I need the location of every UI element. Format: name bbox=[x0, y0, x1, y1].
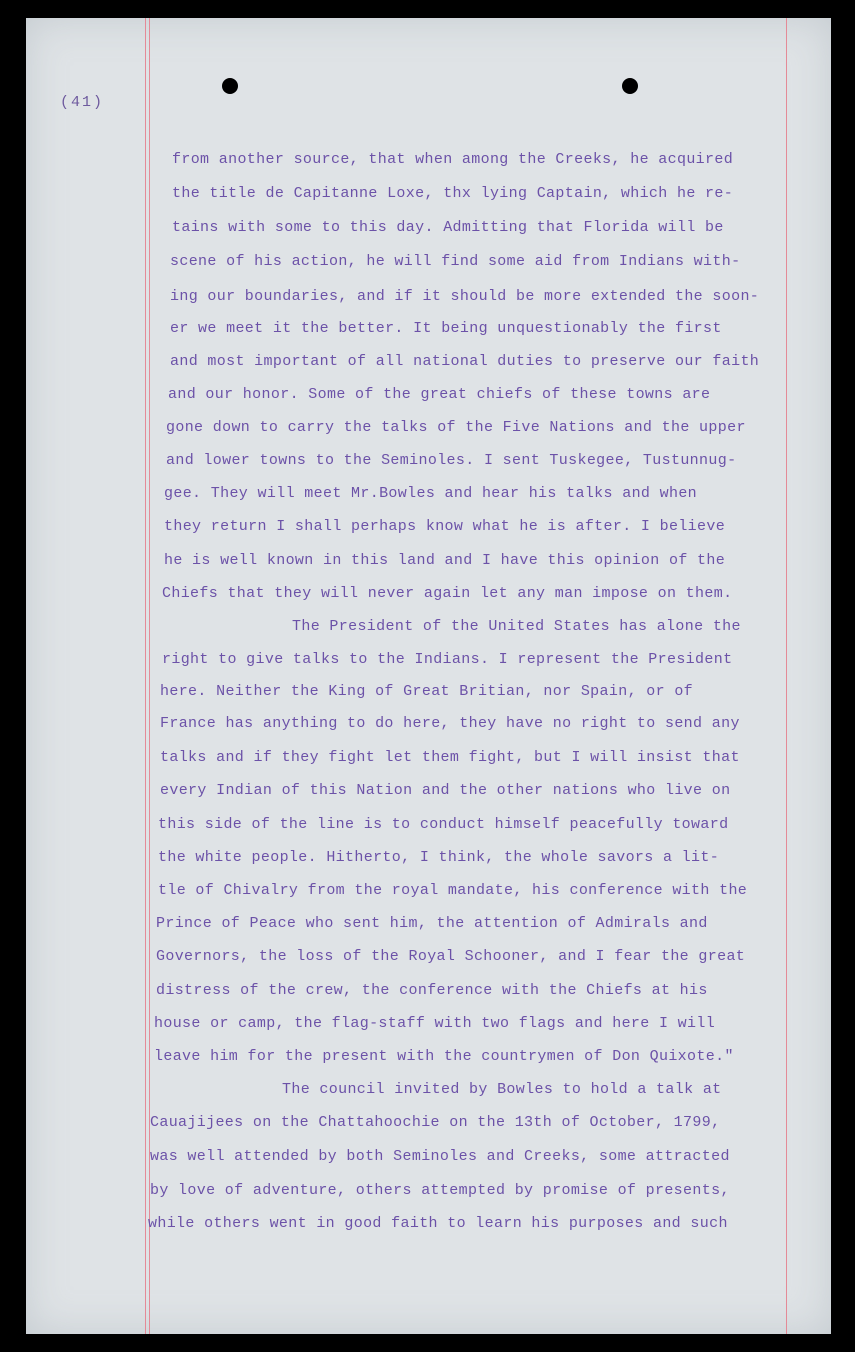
text-line: the title de Capitanne Loxe, thx lying Captain, which he re- bbox=[172, 185, 734, 202]
text-line: he is well known in this land and I have this opinion of the bbox=[164, 552, 726, 569]
text-line: The council invited by Bowles to hold a talk at bbox=[282, 1081, 722, 1098]
text-line: Chiefs that they will never again let any man impose on them. bbox=[162, 585, 733, 602]
text-line: right to give talks to the Indians. I represent the President bbox=[162, 651, 733, 668]
text-line: here. Neither the King of Great Britian, nor Spain, or of bbox=[160, 683, 694, 700]
text-line: tle of Chivalry from the royal mandate, his conference with the bbox=[158, 882, 748, 899]
text-line: house or camp, the flag-staff with two flags and here I will bbox=[154, 1015, 716, 1032]
text-line: tains with some to this day. Admitting that Florida will be bbox=[172, 219, 724, 236]
text-line: while others went in good faith to learn his purposes and such bbox=[148, 1215, 728, 1232]
text-line: from another source, that when among the Creeks, he acquired bbox=[172, 151, 734, 168]
punch-hole-right bbox=[622, 78, 638, 94]
text-line: the white people. Hitherto, I think, the whole savors a lit- bbox=[158, 849, 720, 866]
text-line: this side of the line is to conduct himself peacefully toward bbox=[158, 816, 729, 833]
right-margin-line bbox=[786, 18, 787, 1334]
page-number: (41) bbox=[60, 94, 105, 111]
text-line: and our honor. Some of the great chiefs of these towns are bbox=[168, 386, 711, 403]
document-page bbox=[26, 18, 831, 1334]
text-line: Governors, the loss of the Royal Schooner, and I fear the great bbox=[156, 948, 746, 965]
text-line: ing our boundaries, and if it should be more extended the soon- bbox=[170, 288, 760, 305]
text-line: distress of the crew, the conference with the Chiefs at his bbox=[156, 982, 708, 999]
text-line: talks and if they fight let them fight, but I will insist that bbox=[160, 749, 740, 766]
text-line: leave him for the present with the countrymen of Don Quixote." bbox=[154, 1048, 734, 1065]
punch-hole-left bbox=[222, 78, 238, 94]
text-line: and most important of all national duties to preserve our faith bbox=[170, 353, 760, 370]
text-line: every Indian of this Nation and the other nations who live on bbox=[160, 782, 731, 799]
left-margin-line bbox=[145, 18, 146, 1334]
text-line: Cauajijees on the Chattahoochie on the 13th of October, 1799, bbox=[150, 1114, 721, 1131]
text-line: er we meet it the better. It being unquestionably the first bbox=[170, 320, 722, 337]
text-line: was well attended by both Seminoles and Creeks, some attracted bbox=[150, 1148, 730, 1165]
text-line: gone down to carry the talks of the Five Nations and the upper bbox=[166, 419, 746, 436]
text-line: gee. They will meet Mr.Bowles and hear his talks and when bbox=[164, 485, 698, 502]
text-line: Prince of Peace who sent him, the attention of Admirals and bbox=[156, 915, 708, 932]
text-line: scene of his action, he will find some aid from Indians with- bbox=[170, 253, 741, 270]
text-line: and lower towns to the Seminoles. I sent Tuskegee, Tustunnug- bbox=[166, 452, 737, 469]
text-line: The President of the United States has alone the bbox=[292, 618, 741, 635]
left-margin-line-2 bbox=[149, 18, 150, 1334]
text-line: France has anything to do here, they have no right to send any bbox=[160, 715, 740, 732]
text-line: by love of adventure, others attempted by promise of presents, bbox=[150, 1182, 730, 1199]
text-line: they return I shall perhaps know what he is after. I believe bbox=[164, 518, 726, 535]
